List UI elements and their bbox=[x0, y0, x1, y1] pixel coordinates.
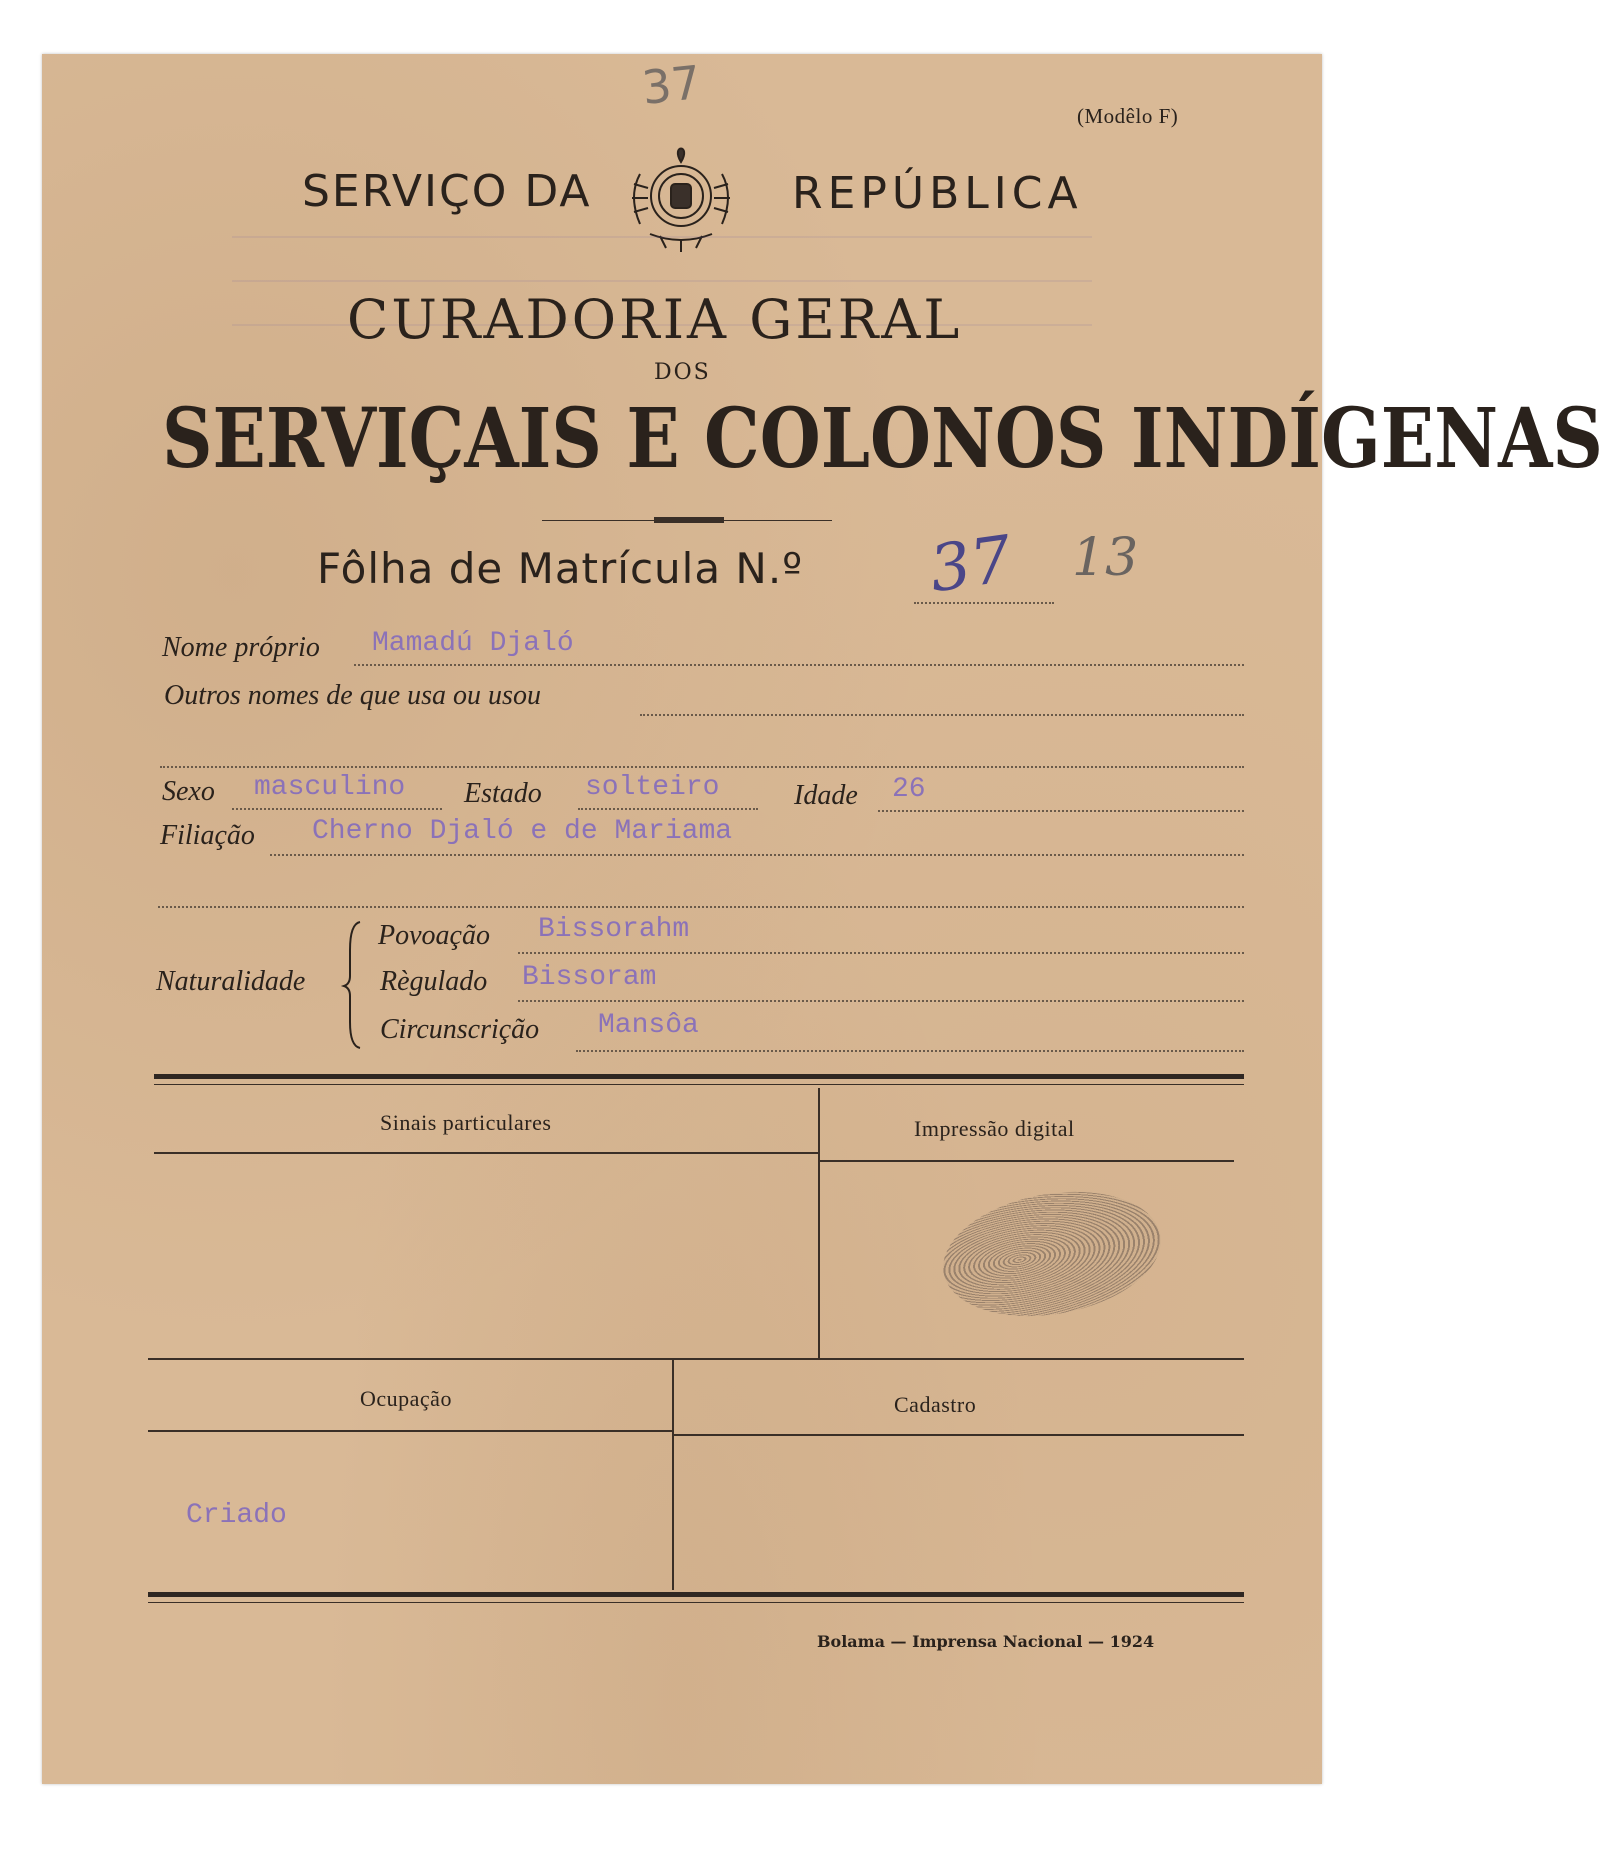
outros-dotted-line-2 bbox=[160, 766, 1244, 768]
matricula-label: Fôlha de Matrícula N.º bbox=[317, 544, 803, 593]
table-top-rule-thin bbox=[154, 1084, 1244, 1085]
outros-label: Outros nomes de que usa ou usou bbox=[164, 680, 541, 711]
estado-value: solteiro bbox=[585, 772, 720, 803]
circunscricao-label: Circunscrição bbox=[380, 1014, 540, 1045]
curadoria-title: CURADORIA GERAL bbox=[347, 288, 963, 351]
regulado-value: Bissoram bbox=[522, 962, 657, 993]
title-rule-center bbox=[654, 517, 724, 523]
outros-dotted-line bbox=[640, 714, 1244, 716]
sexo-dotted-line bbox=[232, 808, 442, 810]
circunscricao-value: Mansôa bbox=[598, 1010, 699, 1041]
filiacao-label: Filiação bbox=[160, 820, 255, 851]
table-top-rule bbox=[154, 1074, 1244, 1079]
printer-footer: Bolama — Imprensa Nacional — 1924 bbox=[817, 1632, 1155, 1651]
ocupacao-value: Criado bbox=[186, 1500, 287, 1531]
sexo-value: masculino bbox=[254, 772, 406, 803]
matricula-number: 37 bbox=[925, 522, 1017, 608]
table-vertical-divider-bottom bbox=[672, 1360, 674, 1590]
regulado-dotted-line bbox=[518, 1000, 1244, 1002]
ocupacao-header-underline bbox=[148, 1430, 672, 1432]
handwritten-number-top: 37 bbox=[639, 55, 704, 115]
sexo-label: Sexo bbox=[162, 776, 215, 807]
povoacao-value: Bissorahm bbox=[538, 914, 690, 945]
circunscricao-dotted-line bbox=[576, 1050, 1244, 1052]
sinais-header: Sinais particulares bbox=[380, 1110, 552, 1135]
povoacao-label: Povoação bbox=[378, 920, 490, 951]
matricula-extra-mark: 13 bbox=[1072, 528, 1139, 588]
table-middle-rule bbox=[148, 1358, 1244, 1360]
fingerprint-image bbox=[933, 1176, 1170, 1332]
impressao-header: Impressão digital bbox=[914, 1116, 1075, 1141]
impressao-header-underline bbox=[820, 1160, 1234, 1162]
regulado-label: Règulado bbox=[380, 966, 488, 997]
matricula-dotted-line bbox=[914, 602, 1054, 604]
sinais-header-underline bbox=[154, 1152, 818, 1154]
filiacao-value: Cherno Djaló e de Mariama bbox=[312, 816, 733, 847]
model-label: (Modêlo F) bbox=[1077, 104, 1179, 128]
idade-value: 26 bbox=[892, 774, 926, 805]
naturalidade-brace-icon bbox=[344, 920, 364, 1050]
cadastro-header-underline bbox=[674, 1434, 1244, 1436]
cadastro-header: Cadastro bbox=[894, 1392, 977, 1417]
dos-text: DOS bbox=[654, 360, 711, 385]
table-bottom-rule-thin bbox=[148, 1602, 1244, 1603]
estado-dotted-line bbox=[578, 808, 758, 810]
table-bottom-rule bbox=[148, 1592, 1244, 1597]
filiacao-dotted-line-2 bbox=[158, 906, 1244, 908]
table-vertical-divider-top bbox=[818, 1088, 820, 1358]
servicais-title: SERVIÇAIS E COLONOS INDÍGENAS bbox=[162, 389, 1603, 487]
service-left-text: SERVIÇO DA bbox=[302, 166, 592, 217]
naturalidade-label: Naturalidade bbox=[156, 966, 306, 997]
nome-label: Nome próprio bbox=[162, 632, 320, 663]
ocupacao-header: Ocupação bbox=[360, 1386, 452, 1411]
filiacao-dotted-line bbox=[270, 854, 1244, 856]
nome-value: Mamadú Djaló bbox=[372, 628, 574, 659]
nome-dotted-line bbox=[354, 664, 1244, 666]
povoacao-dotted-line bbox=[518, 952, 1244, 954]
idade-dotted-line bbox=[878, 810, 1244, 812]
service-right-text: REPÚBLICA bbox=[792, 168, 1083, 219]
estado-label: Estado bbox=[464, 778, 542, 809]
idade-label: Idade bbox=[794, 780, 858, 811]
document-sheet bbox=[42, 54, 1603, 1784]
